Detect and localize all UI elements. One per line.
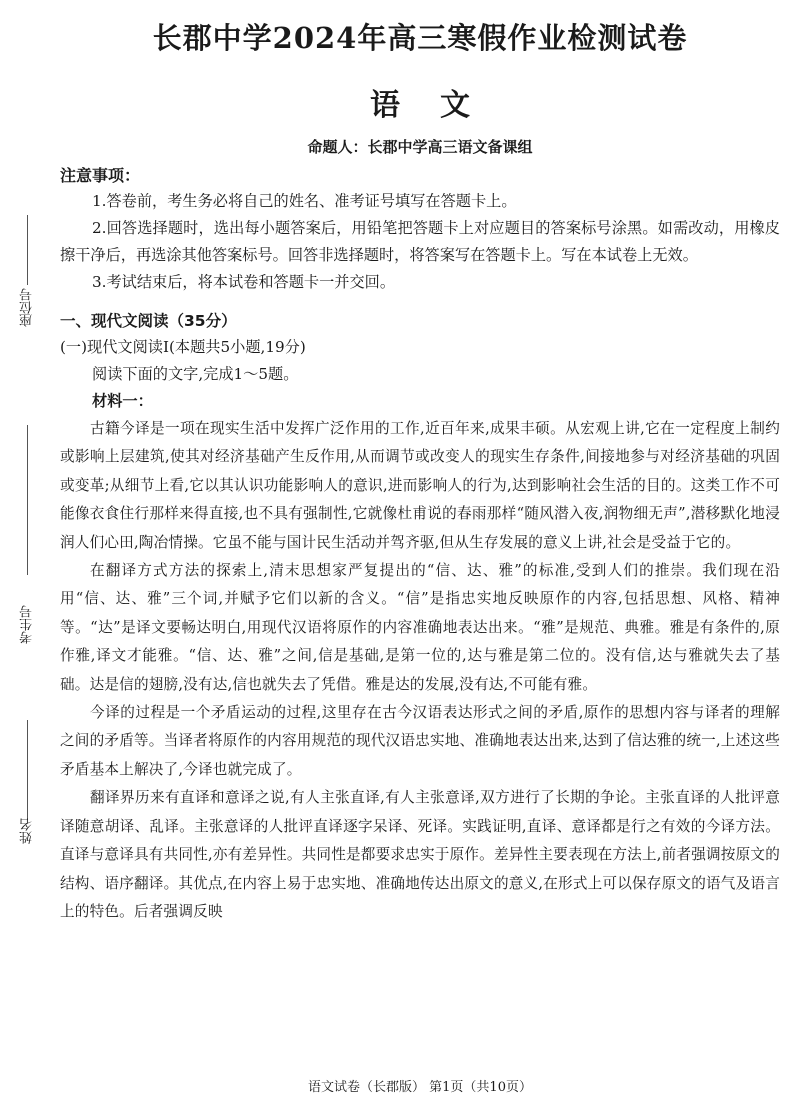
notice-item-2: 2.回答选择题时，选出每小题答案后，用铅笔把答题卡上对应题目的答案标号涂黑。如需改动，用橡皮擦干净后，再选涂其他答案标号。回答非选择题时，将答案写在答题卡上。写在本试卷上无效。 (60, 219, 780, 264)
sub-section-heading: (一)现代文阅读Ⅰ(本题共5小题,19分) (60, 338, 306, 356)
material-paragraph-1: 古籍今译是一项在现实生活中发挥广泛作用的工作,近百年来,成果丰硕。从宏观上讲,它在一定程度上制约或影响上层建筑,使其对经济基础产生反作用,从而调节或改变人的现实生存条件,间接地参与对经济基础的巩固或变革;从细节上看,它以其认识功能影响人的意识,进而影响人的行为,达到影响社会生活的目的。这类工作不可能像衣食住行那样来得直接,也不具有强制性,它就像杜甫说的春雨那样“随风潜入夜,润物细无声”,潜移默化地浸润人们心田,陶冶情操。它虽不能与国计民生活动并驾齐驱,但从生存发展的意义上讲,社会是受益于它的。 (60, 420, 780, 551)
section-heading: 一、现代文阅读（35分） (60, 312, 237, 330)
reading-instruction: 阅读下面的文字,完成1～5题。 (92, 365, 299, 383)
material-paragraph-4: 翻译界历来有直译和意译之说,有人主张直译,有人主张意译,双方进行了长期的争论。主张直译的人批评意译随意胡译、乱译。主张意译的人批评直译逐字呆译、死译。实践证明,直译、意译都是行之有效的今译方法。直译与意译具有共同性,亦有差异性。共同性是都要求忠实于原作。差异性主要表现在方法上,前者强调按原文的结构、语序翻译。其优点,在内容上易于忠实地、准确地传达出原文的意义,在形式上可以保存原文的语气及语言上的特色。后者强调反映 (60, 789, 780, 920)
margin-label-seat: 座位号 (20, 288, 35, 327)
margin-line-seat (27, 215, 28, 285)
margin-line-name (27, 720, 28, 820)
notice-item-3: 3.考试结束后，将本试卷和答题卡一并交回。 (92, 273, 396, 291)
author-line: 命题人：长郡中学高三语文备课组 (307, 138, 533, 156)
exam-page (60, 10, 780, 1100)
subject-title: 语文 (370, 88, 510, 123)
margin-label-name: 姓名 (20, 818, 35, 844)
margin-line-exam-no (27, 425, 28, 575)
page-footer: 语文试卷（长郡版） 第1页（共10页） (308, 1080, 532, 1095)
material-paragraph-2: 在翻译方式方法的探索上,清末思想家严复提出的“信、达、雅”的标准,受到人们的推崇。我们现在沿用“信、达、雅”三个词,并赋予它们以新的含义。“信”是指忠实地反映原作的内容,包括思想、风格、精神等。“达”是译文要畅达明白,用现代汉语将原作的内容准确地表达出来。“雅”是规范、典雅。雅是有条件的,原作雅,译文才能雅。“信、达、雅”之间,信是基础,是第一位的,达与雅是第二位的。没有信,达与雅就失去了基础。达是信的翅膀,没有达,信也就失去了凭借。雅是达的发展,没有达,不可能有雅。 (60, 562, 780, 693)
material-label: 材料一： (92, 392, 153, 410)
notice-heading: 注意事项： (60, 166, 141, 185)
exam-title: 长郡中学2024年高三寒假作业检测试卷 (152, 21, 688, 55)
material-paragraph-3: 今译的过程是一个矛盾运动的过程,这里存在古今汉语表达形式之间的矛盾,原作的思想内容与译者的理解之间的矛盾等。当译者将原作的内容用规范的现代汉语忠实地、准确地表达出来,达到了信达雅的统一,上述这些矛盾基本上解决了,今译也就完成了。 (60, 704, 780, 778)
notice-item-1: 1.答卷前，考生务必将自己的姓名、准考证号填写在答题卡上。 (92, 192, 517, 210)
margin-label-exam-no: 考生号 (20, 605, 35, 644)
